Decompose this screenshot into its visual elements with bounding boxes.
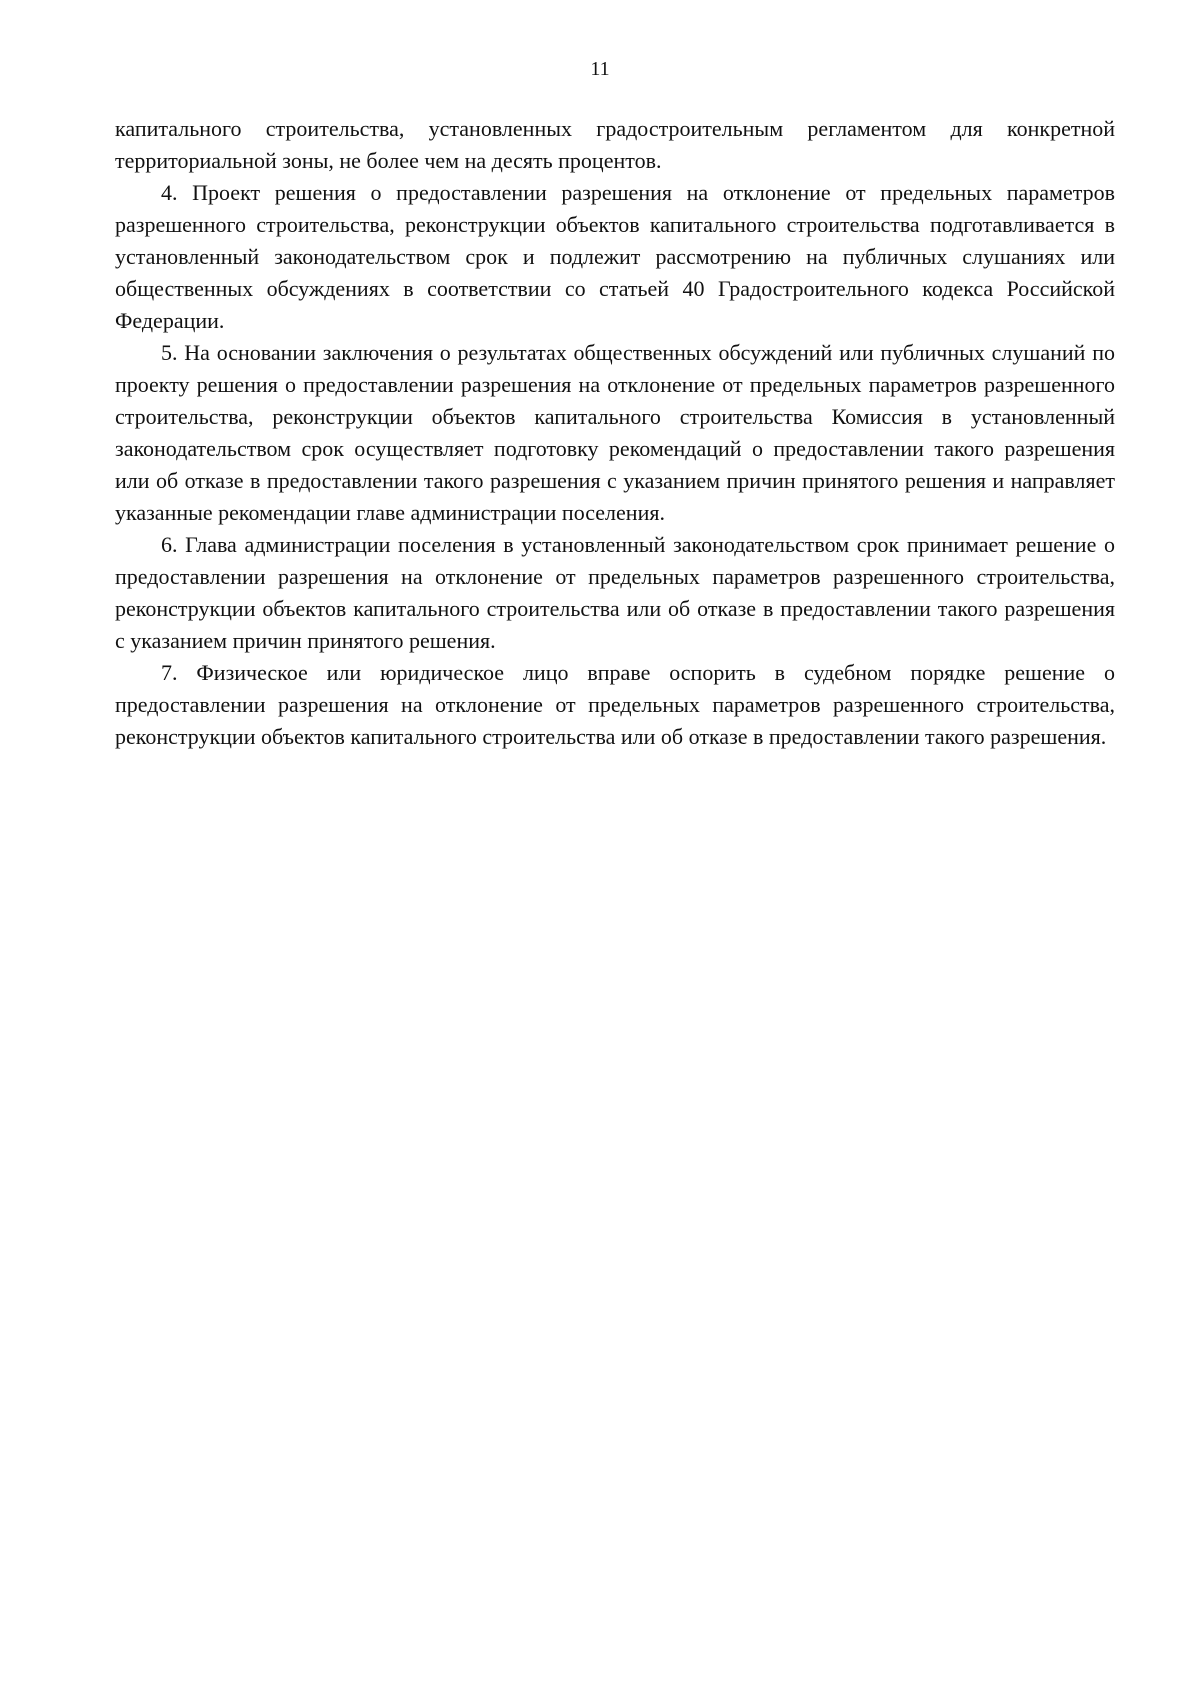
paragraph-item-7: 7. Физическое или юридическое лицо вправе оспорить в судебном порядке решение о предоставлении разрешения на отклонение от предельных параметров разрешенного строительства, реконструкции объектов капитального строительства или об отказе в предоставлении такого разрешения. bbox=[115, 660, 1115, 749]
page-number: 11 bbox=[590, 58, 610, 80]
paragraph-continuation: капитального строительства, установленных градостроительным регламентом для конкретной территориальной зоны, не более чем на десять процентов. bbox=[115, 116, 1115, 173]
document-body bbox=[115, 113, 1115, 753]
paragraph-item-4: 4. Проект решения о предоставлении разрешения на отклонение от предельных параметров разрешенного строительства, реконструкции объектов капитального строительства подготавливается в установленный законодательством срок и подлежит рассмотрению на публичных слушаниях или общественных обсуждениях в соответствии со статьей 40 Градостроительного кодекса Российской Федерации. bbox=[115, 180, 1115, 333]
paragraph-item-6: 6. Глава администрации поселения в установленный законодательством срок принимает решение о предоставлении разрешения на отклонение от предельных параметров разрешенного строительства, реконструкции объектов капитального строительства или об отказе в предоставлении такого разрешения с указанием причин принятого решения. bbox=[115, 532, 1115, 653]
paragraph-item-5: 5. На основании заключения о результатах общественных обсуждений или публичных слушаний по проекту решения о предоставлении разрешения на отклонение от предельных параметров разрешенного строительства, реконструкции объектов капитального строительства Комиссия в установленный законодательством срок осуществляет подготовку рекомендаций о предоставлении такого разрешения или об отказе в предоставлении такого разрешения с указанием причин принятого решения и направляет указанные рекомендации главе администрации поселения. bbox=[115, 340, 1115, 525]
